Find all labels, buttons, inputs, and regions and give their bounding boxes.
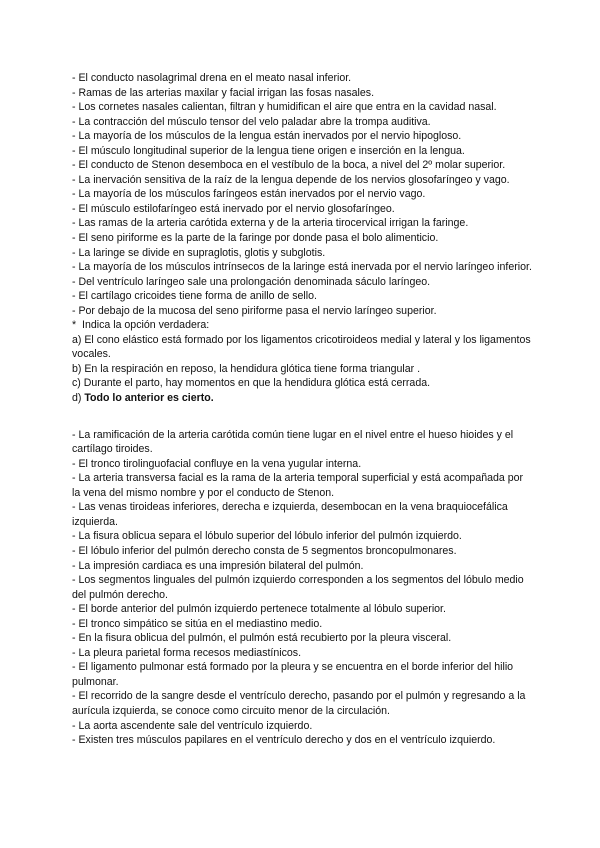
- statement: - La mayoría de los músculos faríngeos están inervados por el nervio vago.: [72, 188, 426, 201]
- statement: - El ligamento pulmonar está formado por la pleura y se encuentra en el borde inferior del hilio pulmonar.: [72, 661, 517, 688]
- statement: - Por debajo de la mucosa del seno piriforme pasa el nervio laríngeo superior.: [72, 304, 437, 317]
- statement: - La laringe se divide en supraglotis, glotis y subglotis.: [72, 246, 326, 259]
- answer-text: Todo lo anterior es cierto.: [84, 392, 214, 405]
- statement: - La aorta ascendente sale del ventrículo izquierdo.: [72, 719, 313, 732]
- section-gap: [72, 406, 532, 428]
- statement: - Los segmentos linguales del pulmón izquierdo corresponden a los segmentos del lóbulo medio del pulmón derecho.: [72, 574, 527, 601]
- statement: - La arteria transversa facial es la rama de la arteria temporal superficial y está acompañada por la vena del mismo nombre y por el conducto de Stenon.: [72, 472, 526, 499]
- statement: - Las venas tiroideas inferiores, derecha e izquierda, desembocan en la vena braquiocefálica izquierda.: [72, 501, 511, 528]
- question-option-a: a) El cono elástico está formado por los ligamentos cricotiroideos medial y lateral y los ligamentos vocales.: [72, 333, 534, 361]
- question-option-b: b) En la respiración en reposo, la hendidura glótica tiene forma triangular .: [72, 362, 421, 375]
- statements-block-1: [72, 71, 532, 318]
- statement: - El tronco simpático se sitúa en el mediastino medio.: [72, 617, 323, 630]
- statement: - La mayoría de los músculos intrínsecos de la laringe está inervada por el nervio laríngeo inferior.: [72, 261, 532, 274]
- statement: - El músculo longitudinal superior de la lengua tiene origen e inserción en la lengua.: [72, 144, 465, 157]
- statement: - La contracción del músculo tensor del velo paladar abre la trompa auditiva.: [72, 115, 431, 128]
- statement: - El tronco tirolinguofacial confluye en la vena yugular interna.: [72, 457, 362, 470]
- statement: - El borde anterior del pulmón izquierdo pertenece totalmente al lóbulo superior.: [72, 603, 446, 616]
- statement: - La ramificación de la arteria carótida común tiene lugar en el nivel entre el hueso hioides y el cartílago tiroides.: [72, 428, 517, 456]
- statement: - Las ramas de la arteria carótida externa y de la arteria tirocervical irrigan la faringe.: [72, 217, 469, 230]
- statement: - Del ventrículo laríngeo sale una prolongación denominada sáculo laríngeo.: [72, 275, 431, 288]
- statement: - Los cornetes nasales calientan, filtran y humidifican el aire que entra en la cavidad nasal.: [72, 101, 497, 114]
- statement: - El recorrido de la sangre desde el ventrículo derecho, pasando por el pulmón y regresando a la aurícula izquierda, se conoce como circuito menor de la circulación.: [72, 690, 529, 717]
- statement: - Ramas de las arterias maxilar y facial irrigan las fosas nasales.: [72, 86, 375, 99]
- question-option-d: [72, 391, 532, 406]
- question-option-c: c) Durante el parto, hay momentos en que la hendidura glótica está cerrada.: [72, 377, 431, 390]
- statement: - La impresión cardiaca es una impresión bilateral del pulmón.: [72, 559, 364, 572]
- document-body: [72, 71, 532, 748]
- statement: - El conducto de Stenon desemboca en el vestíbulo de la boca, a nivel del 2º molar superior.: [72, 159, 506, 172]
- statement: - La pleura parietal forma recesos mediastínicos.: [72, 646, 302, 659]
- statement: - La fisura oblicua separa el lóbulo superior del lóbulo inferior del pulmón izquierdo.: [72, 530, 462, 543]
- statement: - El músculo estilofaríngeo está inervado por el nervio glosofaríngeo.: [72, 202, 395, 215]
- question-block: [72, 318, 532, 405]
- statements-block-2: [72, 428, 532, 748]
- statement: - El seno piriforme es la parte de la faringe por donde pasa el bolo alimenticio.: [72, 232, 439, 245]
- statement: - El conducto nasolagrimal drena en el meato nasal inferior.: [72, 72, 352, 84]
- statement: - La mayoría de los músculos de la lengua están inervados por el nervio hipogloso.: [72, 130, 462, 143]
- statement: - La inervación sensitiva de la raíz de la lengua depende de los nervios glosofaríngeo y vago.: [72, 173, 510, 186]
- answer-prefix: d): [72, 392, 85, 405]
- statement: - Existen tres músculos papilares en el ventrículo derecho y dos en el ventrículo izquierdo.: [72, 734, 496, 747]
- statement: - El cartílago cricoides tiene forma de anillo de sello.: [72, 290, 317, 303]
- statement: - El lóbulo inferior del pulmón derecho consta de 5 segmentos broncopulmonares.: [72, 544, 457, 557]
- statement: - En la fisura oblicua del pulmón, el pulmón está recubierto por la pleura visceral.: [72, 632, 452, 645]
- question-prompt: * Indica la opción verdadera:: [72, 319, 210, 332]
